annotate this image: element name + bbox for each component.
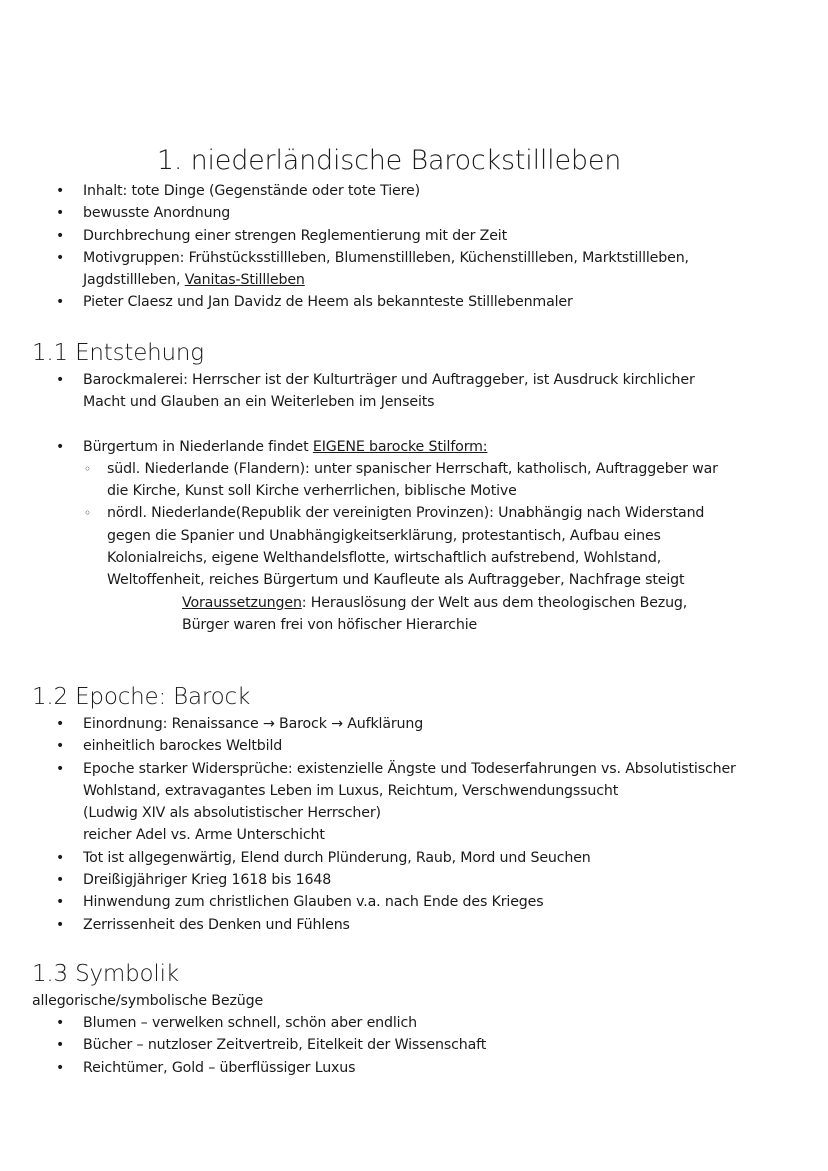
list-item xyxy=(56,369,718,414)
list-item xyxy=(56,436,718,458)
list-item-line: Macht und Glauben an ein Weiterleben im Jenseits xyxy=(83,394,435,411)
list-item-line xyxy=(182,592,718,614)
spacer xyxy=(56,414,718,436)
list-item-line: (Ludwig XIV als absolutistischer Herrscher) xyxy=(83,805,381,822)
page-title: 1. niederländische Barockstillleben xyxy=(156,145,622,176)
list-item: • Hinwendung zum christlichen Glauben v.a. nach Ende des Krieges xyxy=(56,891,736,913)
list-item xyxy=(56,247,689,292)
section-heading-symbolik: 1.3 Symbolik xyxy=(32,961,179,987)
list-item-line: Wohlstand, extravagantes Leben im Luxus, Reichtum, Verschwendungssucht xyxy=(83,782,619,799)
list-item: • bewusste Anordnung xyxy=(56,202,689,224)
list-item: • Bücher – nutzloser Zeitvertreib, Eitelkeit der Wissenschaft xyxy=(56,1034,486,1056)
entstehung-list xyxy=(56,369,718,636)
list-item: • Inhalt: tote Dinge (Gegenstände oder tote Tiere) xyxy=(56,180,689,202)
list-item: • Pieter Claesz und Jan Davidz de Heem als bekannteste Stilllebenmaler xyxy=(56,291,689,313)
sub-list-item xyxy=(56,458,718,503)
list-item-line: die Kirche, Kunst soll Kirche verherrlichen, biblische Motive xyxy=(107,483,517,500)
list-item: • Blumen – verwelken schnell, schön aber endlich xyxy=(56,1012,486,1034)
section-heading-entstehung: 1.1 Entstehung xyxy=(32,340,204,366)
epoche-list xyxy=(56,713,736,936)
intro-list xyxy=(56,180,689,314)
list-item-line: Kolonialreichs, eigene Welthandelsflotte, wirtschaftlich aufstrebend, Wohlstand, xyxy=(107,550,662,567)
list-item: • Durchbrechung einer strengen Reglementierung mit der Zeit xyxy=(56,225,689,247)
list-item-line: gegen die Spanier und Unabhängigkeitserklärung, protestantisch, Aufbau eines xyxy=(107,527,661,544)
list-item-line xyxy=(83,436,718,458)
symbolik-intro: allegorische/symbolische Bezüge xyxy=(32,993,264,1009)
sub-list-item xyxy=(56,502,718,591)
list-item-line: ◦ südl. Niederlande (Flandern): unter spanischer Herrschaft, katholisch, Auftraggeber war xyxy=(107,460,718,477)
underlined-text: EIGENE barocke Stilform: xyxy=(312,438,488,455)
list-item-line: • Epoche starker Widersprüche: existenzielle Ängste und Todeserfahrungen vs. Absolutistischer xyxy=(83,760,736,777)
list-item-line: • Motivgruppen: Frühstücksstillleben, Blumenstillleben, Küchenstillleben, Marktstillleben, xyxy=(83,249,689,266)
list-item xyxy=(56,758,736,847)
list-item-line xyxy=(83,269,689,291)
list-item: • Tot ist allgegenwärtig, Elend durch Plünderung, Raub, Mord und Seuchen xyxy=(56,847,736,869)
list-item: • Reichtümer, Gold – überflüssiger Luxus xyxy=(56,1057,486,1079)
list-item-line: ◦ nördl. Niederlande(Republik der vereinigten Provinzen): Unabhängig nach Widerstand xyxy=(107,505,705,522)
prerequisites-label: Voraussetzungen xyxy=(182,594,302,611)
text-span: Jagdstillleben, xyxy=(83,272,185,289)
vanitas-link[interactable]: Vanitas-Stillleben xyxy=(184,272,305,289)
list-item-line: Weltoffenheit, reiches Bürgertum und Kaufleute als Auftraggeber, Nachfrage steigt xyxy=(107,572,685,589)
list-item: • Dreißigjähriger Krieg 1618 bis 1648 xyxy=(56,869,736,891)
list-item-line: Bürger waren frei von höfischer Hierarchie xyxy=(182,616,478,633)
list-item-line: • Barockmalerei: Herrscher ist der Kulturträger und Auftraggeber, ist Ausdruck kirchlicher xyxy=(83,372,695,388)
section-heading-epoche: 1.2 Epoche: Barock xyxy=(32,684,251,710)
symbolik-list xyxy=(56,1012,486,1079)
list-item: • einheitlich barockes Weltbild xyxy=(56,735,736,757)
text-span: : Herauslösung der Welt aus dem theologischen Bezug, xyxy=(301,594,688,611)
list-item: • Zerrissenheit des Denken und Fühlens xyxy=(56,914,736,936)
list-item: • Einordnung: Renaissance → Barock → Aufklärung xyxy=(56,713,736,735)
text-span: Bürgertum in Niederlande findet xyxy=(83,438,313,455)
prerequisites xyxy=(56,592,718,637)
list-item-line: reicher Adel vs. Arme Unterschicht xyxy=(83,827,325,844)
